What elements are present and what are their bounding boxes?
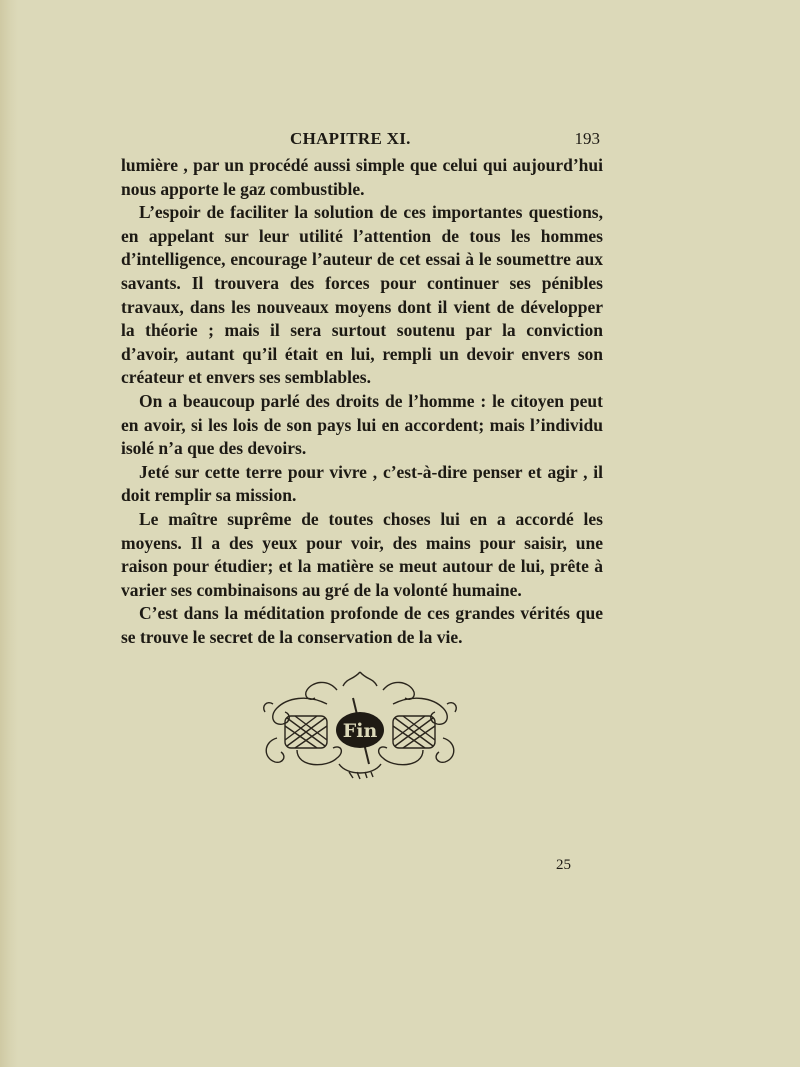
fin-ornament (257, 668, 463, 780)
paragraph: lumière , par un procédé aussi simple que celui qui aujourd’hui nous apporte le gaz combustible. (121, 155, 603, 199)
paragraph: Le maître suprême de toutes choses lui en a accordé les moyens. Il a des yeux pour voir, des mains pour saisir, une raison pour étudier; et la matière se meut autour de lui, prête à varier ses combinaisons au gré de la volonté humaine. (121, 508, 603, 600)
fin-label: Fin (342, 720, 378, 742)
paragraph: L’espoir de faciliter la solution de ces importantes questions, en appelant sur leur utilité l’attention de tous les hommes d’intelligence, encourage l’auteur de cet essai à le soumettre aux savants. Il trouvera des forces pour continuer ses pénibles travaux, dans les nouveaux moyens dont il vient de développer la théorie ; mais il sera surtout soutenu par la conviction d’avoir, autant qu’il était en lui, rempli un devoir envers son créateur et envers ses semblables. (121, 202, 603, 388)
paragraph: Jeté sur cette terre pour vivre , c’est-à-dire penser et agir , il doit remplir sa mission. (121, 461, 603, 506)
page-edge (0, 0, 18, 1067)
paragraph: C’est dans la méditation profonde de ces grandes vérités que se trouve le secret de la conservation de la vie. (121, 603, 603, 647)
fin-ornament-graphic (257, 668, 463, 780)
body-text (121, 154, 603, 649)
chapter-title: CHAPITRE XI. (290, 129, 411, 148)
signature-mark: 25 (556, 857, 571, 873)
running-header (290, 129, 600, 153)
page-number: 193 (574, 129, 600, 148)
paragraph: On a beaucoup parlé des droits de l’homme : le citoyen peut en avoir, si les lois de son pays lui en accordent; mais l’individu isolé n’a que des devoirs. (121, 390, 603, 459)
